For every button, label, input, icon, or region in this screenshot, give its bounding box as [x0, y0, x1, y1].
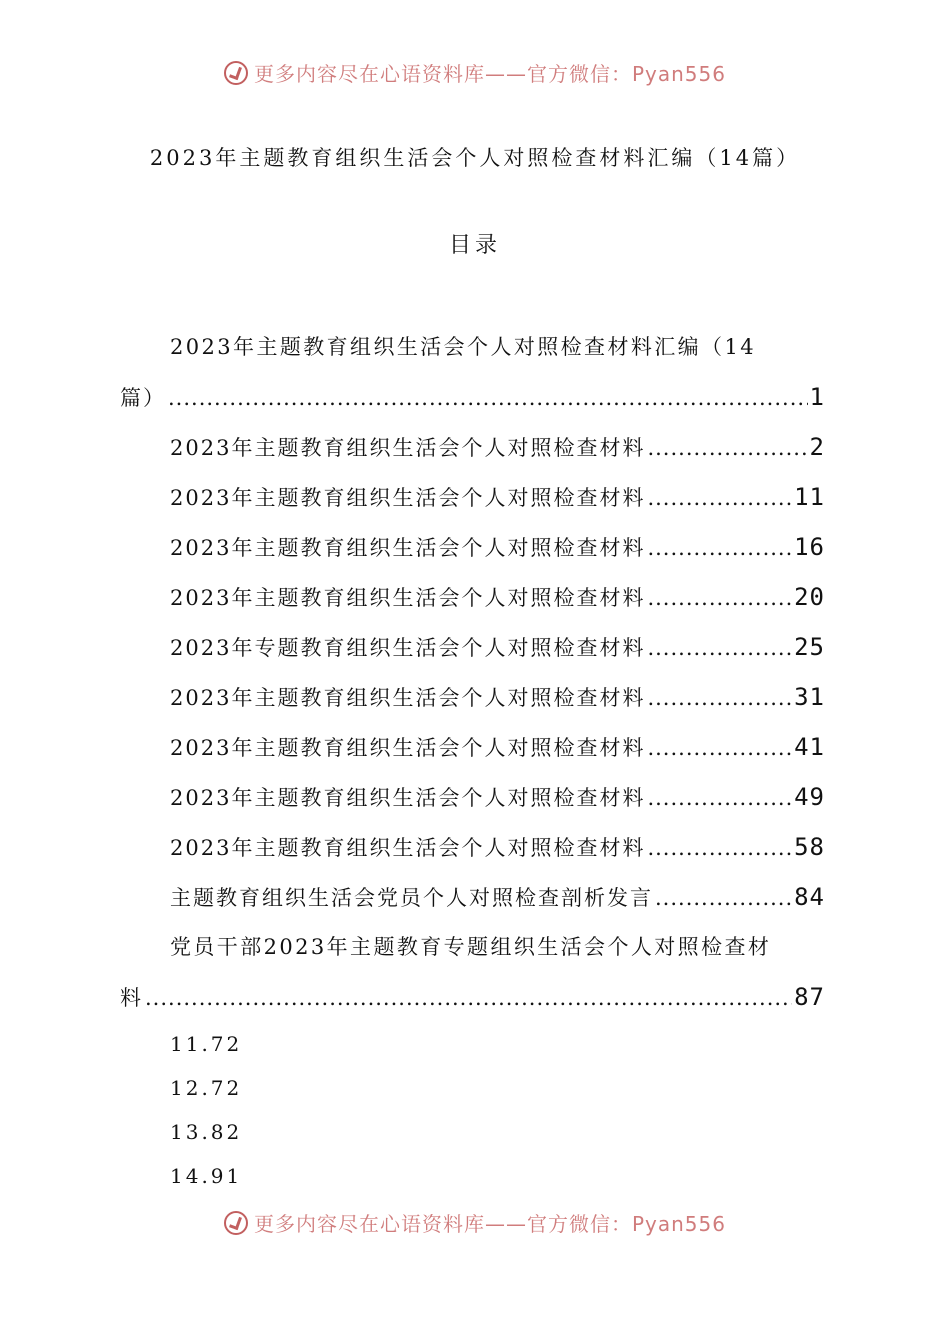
toc-page-number: 31: [794, 683, 825, 711]
toc-entry-text: 2023年主题教育组织生活会个人对照检查材料: [170, 586, 646, 610]
toc-heading: 目录: [448, 233, 501, 258]
toc-entry-text: 2023年主题教育组织生活会个人对照检查材料: [170, 786, 646, 810]
toc-entry-text: 2023年主题教育组织生活会个人对照检查材料: [170, 536, 646, 560]
toc-page-number: 1: [809, 383, 825, 411]
extra-line: 14.91: [170, 1164, 243, 1188]
extra-line: 12.72: [170, 1076, 243, 1100]
toc-page-number: 87: [794, 983, 825, 1011]
leader-dots: [647, 623, 792, 673]
toc-entry[interactable]: [120, 572, 825, 622]
toc-entry[interactable]: [120, 822, 825, 872]
toc-page-number: 41: [794, 733, 825, 761]
document-title: 2023年主题教育组织生活会个人对照检查材料汇编（14篇）: [149, 146, 801, 170]
leader-dots: [647, 423, 807, 473]
leader-dots: [647, 773, 792, 823]
watermark-top: [0, 58, 950, 87]
leader-dots: [647, 523, 792, 573]
logo-icon: [224, 61, 248, 85]
toc-page-number: 58: [794, 833, 825, 861]
leader-dots: [647, 723, 792, 773]
toc-entry[interactable]: [120, 772, 825, 822]
toc-last-entry-line2: 料: [120, 986, 143, 1010]
toc-entry[interactable]: [120, 472, 825, 522]
extra-line: 11.72: [170, 1032, 243, 1056]
table-of-contents: [120, 322, 825, 1198]
watermark-text: 更多内容尽在心语资料库——官方微信：Pyan556: [253, 62, 726, 86]
watermark-bottom: [0, 1208, 950, 1237]
toc-entry-1-line2: 篇）: [120, 386, 166, 410]
extra-line: 13.82: [170, 1120, 243, 1144]
toc-page-number: 16: [794, 533, 825, 561]
toc-entry-1[interactable]: [120, 372, 825, 422]
logo-icon: [224, 1211, 248, 1235]
toc-entry-text: 2023年主题教育组织生活会个人对照检查材料: [170, 686, 646, 710]
toc-entry-text: 2023年主题教育组织生活会个人对照检查材料: [170, 836, 646, 860]
watermark-text: 更多内容尽在心语资料库——官方微信：Pyan556: [253, 1212, 726, 1236]
leader-dots: [145, 973, 792, 1023]
toc-entry[interactable]: [120, 522, 825, 572]
toc-page-number: 49: [794, 783, 825, 811]
toc-last-entry-line1[interactable]: 党员干部2023年主题教育专题组织生活会个人对照检查材: [170, 935, 772, 959]
toc-entry-text: 主题教育组织生活会党员个人对照检查剖析发言: [170, 886, 653, 910]
toc-entry-1-line1[interactable]: 2023年主题教育组织生活会个人对照检查材料汇编（14: [170, 335, 756, 359]
leader-dots: [647, 673, 792, 723]
leader-dots: [647, 473, 792, 523]
toc-entry[interactable]: [120, 722, 825, 772]
toc-entry[interactable]: [120, 622, 825, 672]
leader-dots: [647, 823, 792, 873]
toc-entry-text: 2023年主题教育组织生活会个人对照检查材料: [170, 486, 646, 510]
toc-entry-text: 2023年主题教育组织生活会个人对照检查材料: [170, 436, 646, 460]
toc-entry[interactable]: [120, 872, 825, 922]
toc-entry-text: 2023年专题教育组织生活会个人对照检查材料: [170, 636, 646, 660]
leader-dots: [168, 373, 808, 423]
toc-page-number: 20: [794, 583, 825, 611]
toc-last-entry[interactable]: [120, 972, 825, 1022]
toc-page-number: 2: [809, 433, 825, 461]
toc-entry[interactable]: [120, 672, 825, 722]
toc-entry[interactable]: [120, 422, 825, 472]
leader-dots: [655, 873, 792, 923]
toc-page-number: 84: [794, 883, 825, 911]
toc-page-number: 11: [794, 483, 825, 511]
toc-entry-text: 2023年主题教育组织生活会个人对照检查材料: [170, 736, 646, 760]
leader-dots: [647, 573, 792, 623]
toc-page-number: 25: [794, 633, 825, 661]
